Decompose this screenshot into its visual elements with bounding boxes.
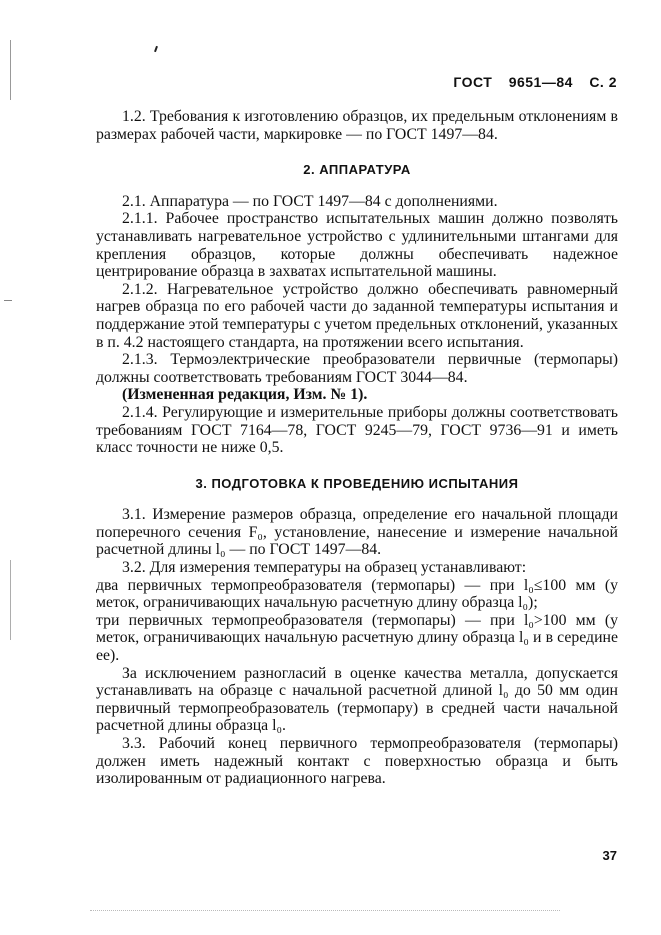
document-body <box>96 108 618 788</box>
paragraph-2-1: 2.1. Аппаратура — по ГОСТ 1497—84 с дополнениями. <box>122 192 498 210</box>
scan-artifact <box>4 300 12 301</box>
paragraph-1-2: 1.2. Требования к изготовлению образцов, их предельным отклонениям в размерах рабочей части, маркировке — по ГОСТ 1497—84. <box>96 108 618 143</box>
paragraph-3-2-exception: За исключением разногласий в оценке качества металла, допускается устанавливать на образце с начальной расчетной длиной l₀ до 50 мм один первичный термопреобразователь (термопару) в средней части начальной расчетной длины образца l₀. <box>96 664 618 735</box>
paragraph-3-2-two-sensors: два первичных термопреобразователя (термопары) — при l₀≤100 мм (у меток, ограничивающих начальную расчетную длину образца l₀); <box>96 576 618 612</box>
page-number: 37 <box>602 848 617 863</box>
paragraph-3-3: 3.3. Рабочий конец первичного термопреобразователя (термопары) должен иметь надежный контакт с поверхностью образца и быть изолированным от радиационного нагрева. <box>96 735 618 788</box>
section-heading-apparatus: 2. АППАРАТУРА <box>303 162 411 178</box>
paragraph-2-1-3: 2.1.3. Термоэлектрические преобразователи первичные (термопары) должны соответствовать требованиям ГОСТ 3044—84. <box>96 351 618 386</box>
scan-artifact <box>90 910 560 912</box>
header-standard: ГОСТ <box>453 74 493 90</box>
paragraph-2-1-1: 2.1.1. Рабочее пространство испытательных машин должно позволять устанавливать нагревательное устройство с удлинительными штангами для крепления образцов, которые должны обеспечивать надежное центрирование образца в захватах испытательной машины. <box>96 210 618 281</box>
paragraph-2-1-2: 2.1.2. Нагревательное устройство должно обеспечивать равномерный нагрев образца по его рабочей части до заданной температуры испытания и поддержание этой температуры с учетом предельных отклонений, указанных в п. 4.2 настоящего стандарта, на протяжении всего испытания. <box>96 280 618 351</box>
header-page-label: С. 2 <box>589 74 617 90</box>
paragraph-3-2-three-sensors: три первичных термопреобразователя (термопары) — при l₀>100 мм (у меток, ограничивающих начальную расчетную длину образца l₀ и в середине ее). <box>96 611 618 665</box>
section-heading-preparation: 3. ПОДГОТОВКА К ПРОВЕДЕНИЮ ИСПЫТАНИЯ <box>195 475 519 491</box>
scan-artifact <box>154 46 158 52</box>
header-number: 9651—84 <box>508 74 573 90</box>
page-header <box>441 74 617 90</box>
paragraph-3-1: 3.1. Измерение размеров образца, определение его начальной площади поперечного сечения F₀, установление, нанесение и измерение начальной расчетной длины l₀ — по ГОСТ 1497—84. <box>96 506 618 559</box>
amendment-note: (Измененная редакция, Изм. № 1). <box>122 386 368 404</box>
paragraph-2-1-4: 2.1.4. Регулирующие и измерительные приборы должны соответствовать требованиям ГОСТ 7164—78, ГОСТ 9245—79, ГОСТ 9736—91 и иметь класс точности не ниже 0,5. <box>96 403 618 457</box>
scan-artifact <box>10 560 11 640</box>
scan-artifact <box>10 40 11 100</box>
paragraph-3-2: 3.2. Для измерения температуры на образец устанавливают: <box>122 559 527 577</box>
